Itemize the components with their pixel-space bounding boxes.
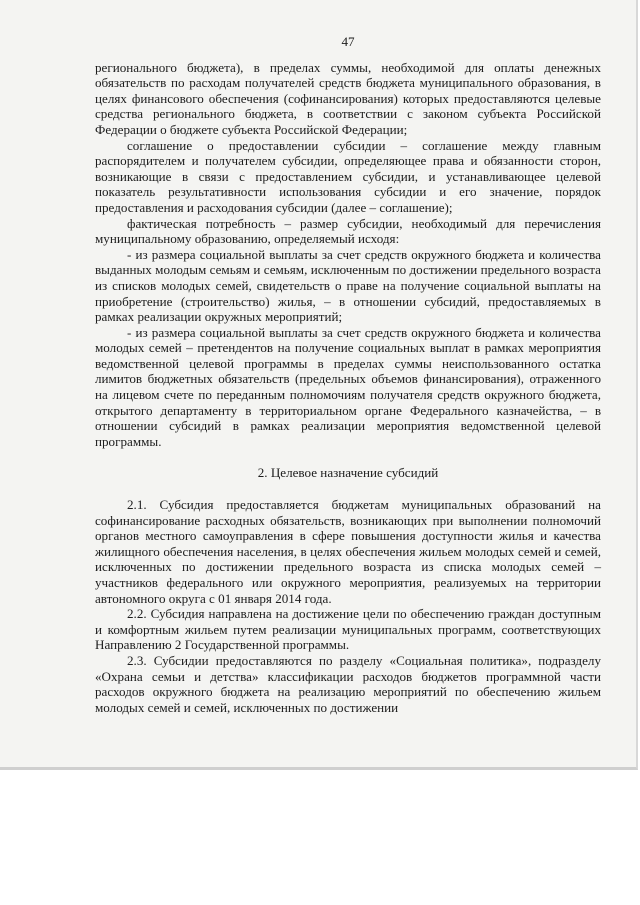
- document-body: [95, 34, 601, 715]
- paragraph-actual-need-definition: фактическая потребность – размер субсидии, необходимый для перечисления муниципальному образованию, определяемый исходя:: [95, 215, 601, 247]
- paragraph-agreement-definition: соглашение о предоставлении субсидии – соглашение между главным распорядителем и получателем субсидии, определяющее права и обязанности сторон, возникающие в связи с предоставлением субсидии, и устанавливающее целевой показатель результативности использования субсидии и его значение, порядок предоставления и расходования субсидии (далее – соглашение);: [95, 137, 601, 215]
- paragraph-2-3: 2.3. Субсидии предоставляются по разделу «Социальная политика», подразделу «Охрана семьи и детства» классификации расходов бюджетов программной части расходов окружного бюджета на реализацию мероприятий по обеспечению жильем молодых семей и семей, исключенных по достижении: [95, 652, 601, 715]
- page-number: 47: [341, 34, 355, 49]
- paragraph-2-1: 2.1. Субсидия предоставляется бюджетам муниципальных образований на софинансирование расходных обязательств, возникающих при выполнении полномочий органов местного самоуправления в сфере повышения доступности жилья и качества жилищного обеспечения населения, в целях обеспечения жильем молодых семей и семей, исключенных по достижении предельного возраста из списка молодых семей – участников федерального или окружного мероприятия, реализуемых на территории автономного округа с 01 января 2014 года.: [95, 497, 601, 606]
- paragraph-list-item-1: - из размера социальной выплаты за счет средств окружного бюджета и количества выданных молодым семьям и семьям, исключенным по достижении предельного возраста из списков молодых семей, свидетельств о праве на получение социальной выплаты на приобретение (строительство) жилья, – в отношении субсидий, предоставляемых в рамках реализации окружных мероприятий;: [95, 246, 601, 325]
- paragraph-list-item-2: - из размера социальной выплаты за счет средств окружного бюджета и количества молодых семей – претендентов на получение социальных выплат в рамках мероприятия ведомственной целевой программы в пределах суммы неиспользованного остатка лимитов бюджетных обязательств (предельных объемов финансирования), отраженного на лицевом счете по переданным полномочиям получателя средств окружного бюджета, открытого департаменту в территориальном органе Федерального казначейства, – в отношении субсидий в рамках реализации мероприятия ведомственной целевой программы.: [95, 324, 601, 449]
- paragraph-continuation: регионального бюджета), в пределах суммы, необходимой для оплаты денежных обязательств по расходам получателей средств бюджета муниципального образования, в целях финансового обеспечения (софинансирования) которых предоставляются целевые средства регионального бюджета, в соответствии с законом субъекта Российской Федерации о бюджете субъекта Российской Федерации;: [95, 59, 601, 137]
- section-heading: 2. Целевое назначение субсидий: [257, 465, 439, 481]
- paragraph-2-2: 2.2. Субсидия направлена на достижение цели по обеспечению граждан доступным и комфортным жильем путем реализации муниципальных программ, соответствующих Направлению 2 Государственной программы.: [95, 606, 601, 653]
